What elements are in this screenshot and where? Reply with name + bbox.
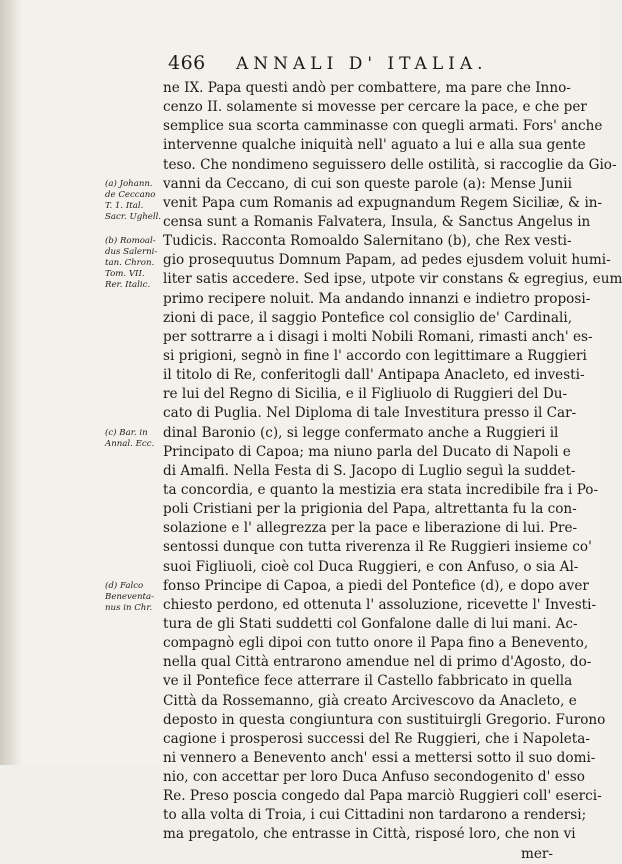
page-number: 466 xyxy=(168,52,206,74)
text-line: tura de gli Stati suddetti col Gonfalone dalle di lui mani. Ac- xyxy=(163,615,578,632)
main-text xyxy=(163,79,622,864)
margin-note-line: Rer. Italic. xyxy=(105,280,151,291)
text-line: liter satis accedere. Sed ipse, utpote vir constans & egregius, eum xyxy=(163,271,622,288)
margin-note-line: tan. Chron. xyxy=(105,258,155,269)
text-line: Tudicis. Racconta Romoaldo Salernitano (b), che Rex vesti- xyxy=(163,233,572,250)
margin-note-line: Sacr. Ughell. xyxy=(105,211,162,222)
text-line: cato di Puglia. Nel Diploma di tale Investitura presso il Car- xyxy=(163,405,577,422)
text-line: primo recipere noluit. Ma andando innanzi e indietro proposi- xyxy=(163,290,591,307)
text-line: nella qual Città entrarono amendue nel di primo d'Agosto, do- xyxy=(163,654,592,671)
margin-note-line: Annal. Ecc. xyxy=(105,438,155,449)
text-line: ta concordia, e quanto la mestizia era stata incredibile fra i Po- xyxy=(163,481,599,498)
text-line: fonso Principe di Capoa, a piedi del Pontefice (d), e dopo aver xyxy=(163,577,589,594)
text-line: ni vennero a Benevento anch' essi a mettersi sotto il suo domi- xyxy=(163,749,596,766)
text-line: compagnò egli dipoi con tutto onore il Papa fino a Benevento, xyxy=(163,635,589,652)
text-line: solazione e l' allegrezza per la pace e liberazione di lui. Pre- xyxy=(163,520,578,537)
text-line: suoi Figliuoli, cioè col Duca Ruggieri, e con Anfuso, o sia Al- xyxy=(163,558,579,575)
text-line: deposto in questa congiuntura con sustituirgli Gregorio. Furono xyxy=(163,711,606,728)
text-line: Principato di Capoa; ma niuno parla del Ducato di Napoli e xyxy=(163,443,571,460)
text-line: ve il Pontefice fece atterrare il Castello fabbricato in quella xyxy=(163,673,573,690)
page-gutter-shadow xyxy=(0,0,22,765)
text-line: vanni da Ceccano, di cui son queste parole (a): Mense Junii xyxy=(163,175,572,192)
text-line: sentossi dunque con tutta riverenza il Re Ruggieri insieme co' xyxy=(163,539,592,556)
text-line: teso. Che nondimeno seguissero delle ostilità, si raccoglie da Gio- xyxy=(163,156,617,173)
margin-note-line: (b) Romoal- xyxy=(105,236,156,247)
text-line: Re. Preso poscia congedo dal Papa marciò Ruggieri coll' eserci- xyxy=(163,788,602,805)
text-line: Città da Rossemanno, già creato Arcivescovo da Anacleto, e xyxy=(163,692,577,709)
text-line: censa sunt a Romanis Falvatera, Insula, & Sanctus Angelus in xyxy=(163,213,591,230)
text-line: ma pregatolo, che entrasse in Città, risposé loro, che non vi xyxy=(163,826,576,843)
text-line: cagione i prosperosi successi del Re Ruggieri, che i Napoleta- xyxy=(163,730,590,747)
text-line: di Amalfi. Nella Festa di S. Jacopo di Luglio seguì la suddet- xyxy=(163,462,576,479)
text-line: dinal Baronio (c), si legge confermato anche a Ruggieri il xyxy=(163,424,559,441)
text-line: cenzo II. solamente si movesse per cercare la pace, e che per xyxy=(163,99,587,116)
text-line: venit Papa cum Romanis ad expugnandum Regem Siciliæ, & in- xyxy=(163,194,603,211)
text-line: il titolo di Re, conferitogli dall' Antipapa Anacleto, ed investi- xyxy=(163,367,585,384)
margin-note-line: nus in Chr. xyxy=(105,602,153,613)
page-header xyxy=(0,52,600,76)
text-line: re lui del Regno di Sicilia, e il Figliuolo di Ruggieri del Du- xyxy=(163,386,568,403)
text-line: gio prosequutus Domnum Papam, ad pedes ejusdem voluit humi- xyxy=(163,252,611,269)
text-line: ne IX. Papa questi andò per combattere, ma pare che Inno- xyxy=(163,80,571,96)
running-title: ANNALI D' ITALIA. xyxy=(236,54,488,74)
margin-note-line: (c) Bar. in xyxy=(105,427,148,438)
text-line: intervenne qualche iniquità nell' aguato a lui e alla sua gente xyxy=(163,137,586,154)
margin-note-line: dus Salerni- xyxy=(105,247,158,258)
text-line: poli Cristiani per la prigionia del Papa, altrettanta fu la con- xyxy=(163,501,577,518)
margin-note-line: T. 1. Ital. xyxy=(105,200,144,211)
text-line: si prigioni, segnò in fine l' accordo con legittimare a Ruggieri xyxy=(163,347,587,364)
margin-note-line: de Ceccano xyxy=(105,189,156,200)
text-line: per sottrarre a i disagi i molti Nobili Romani, rimasti anch' es- xyxy=(163,328,593,345)
text-line: mer- xyxy=(520,845,553,862)
text-line: zioni di pace, il saggio Pontefice col consiglio de' Cardinali, xyxy=(163,309,573,326)
margin-note-line: (a) Johann. xyxy=(105,178,153,189)
text-line: to alla volta di Troia, i cui Cittadini non tardarono a rendersi; xyxy=(163,807,587,824)
margin-note-line: Beneventa- xyxy=(105,591,154,602)
text-line: chiesto perdono, ed ottenuta l' assoluzione, ricevette l' Investi- xyxy=(163,596,597,613)
text-line: nio, con accettar per loro Duca Anfuso secondogenito d' esso xyxy=(163,769,585,786)
margin-note-line: (d) Falco xyxy=(105,580,144,591)
margin-note-line: Tom. VII. xyxy=(105,269,145,280)
text-line: semplice sua scorta camminasse con quegli armati. Fors' anche xyxy=(163,118,603,135)
